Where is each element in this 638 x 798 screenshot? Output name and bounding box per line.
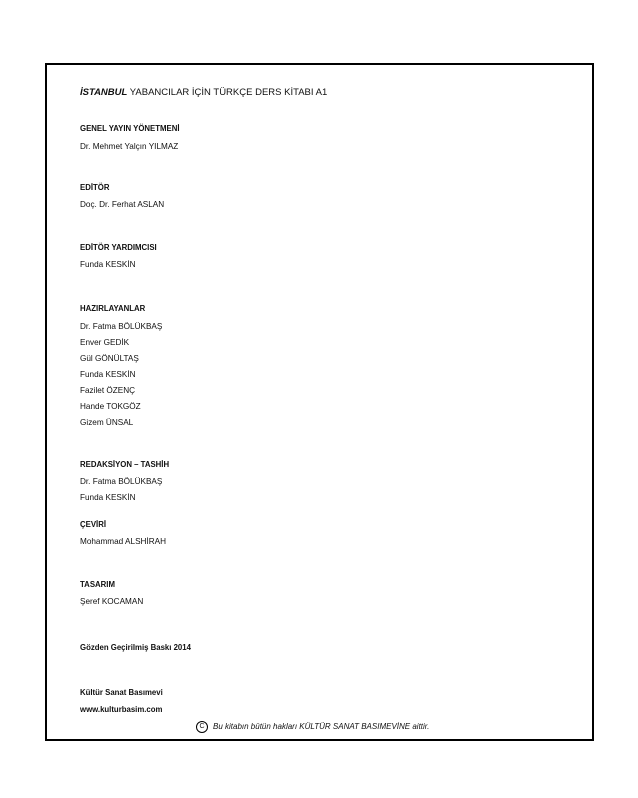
book-title-rest: YABANCILAR İÇİN TÜRKÇE DERS KİTABI A1 <box>127 87 328 98</box>
publisher-website: www.kulturbasim.com <box>80 705 163 714</box>
book-title <box>80 87 327 99</box>
editor-name: Doç. Dr. Ferhat ASLAN <box>80 200 165 209</box>
redaksiyon-name: Dr. Fatma BÖLÜKBAŞ <box>80 477 163 486</box>
hazirlayan-name: Gizem ÜNSAL <box>80 418 134 427</box>
heading-hazirlayanlar: HAZIRLAYANLAR <box>80 304 146 313</box>
book-title-city: İSTANBUL <box>80 87 128 98</box>
hazirlayan-name: Funda KESKİN <box>80 370 136 379</box>
hazirlayan-name: Gül GÖNÜLTAŞ <box>80 354 139 363</box>
edition-info: Gözden Geçirilmiş Baskı 2014 <box>80 643 191 652</box>
tasarim-name: Şeref KOCAMAN <box>80 597 144 606</box>
heading-ceviri: ÇEVİRİ <box>80 520 106 529</box>
heading-genel-yayin-yonetmeni: GENEL YAYIN YÖNETMENİ <box>80 124 180 133</box>
hazirlayan-name: Hande TOKGÖZ <box>80 402 141 411</box>
publisher-name: Kültür Sanat Basımevi <box>80 688 163 697</box>
heading-editor: EDİTÖR <box>80 183 110 192</box>
copyright-text: Bu kitabın bütün hakları KÜLTÜR SANAT BASIMEVİNE aittir. <box>213 722 430 731</box>
editor-yardimcisi-name: Funda KESKİN <box>80 260 136 269</box>
redaksiyon-name: Funda KESKİN <box>80 493 136 502</box>
heading-tasarim: TASARIM <box>80 580 115 589</box>
heading-redaksiyon: REDAKSİYON – TASHİH <box>80 460 170 469</box>
ceviri-name: Mohammad ALSHİRAH <box>80 537 167 546</box>
heading-editor-yardimcisi: EDİTÖR YARDIMCISI <box>80 243 157 252</box>
hazirlayan-name: Fazilet ÖZENÇ <box>80 386 136 395</box>
yonetmen-name: Dr. Mehmet Yalçın YILMAZ <box>80 142 179 151</box>
copyright-notice <box>196 720 429 733</box>
copyright-icon: C <box>196 721 208 733</box>
hazirlayan-name: Enver GEDİK <box>80 338 130 347</box>
hazirlayan-name: Dr. Fatma BÖLÜKBAŞ <box>80 322 163 331</box>
